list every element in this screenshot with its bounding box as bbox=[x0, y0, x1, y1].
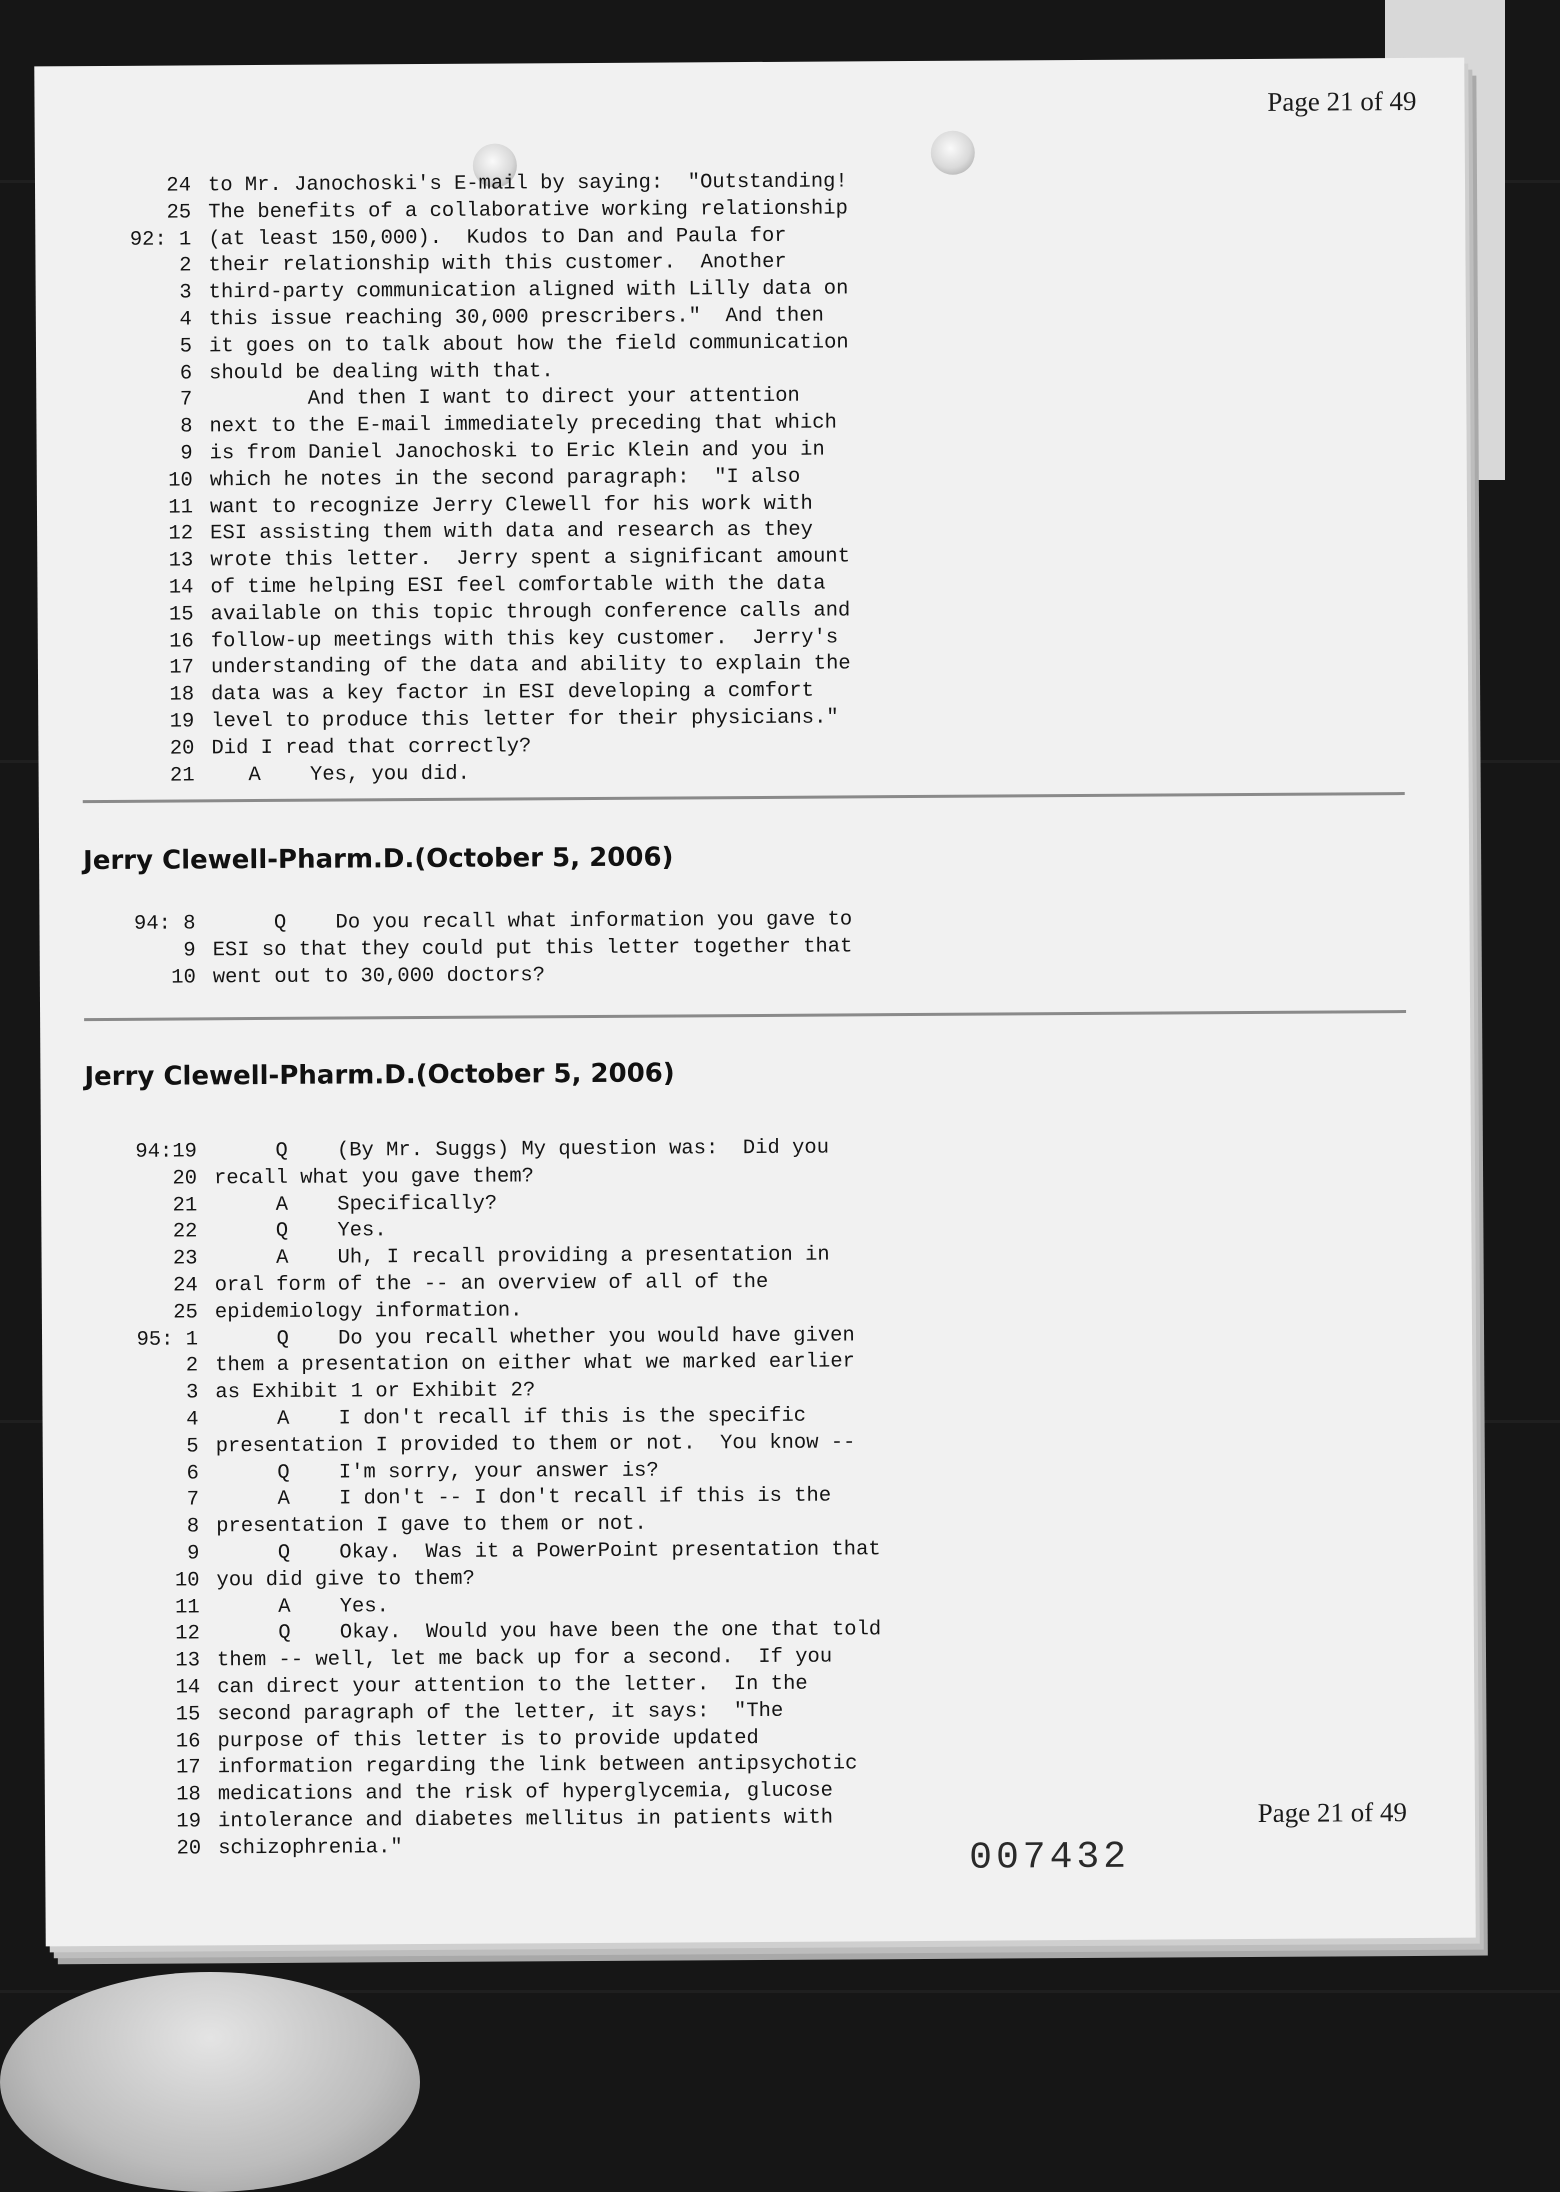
line-text: understanding of the data and ability to explain the bbox=[210, 652, 851, 680]
line-text: their relationship with this customer. Another bbox=[208, 251, 787, 278]
line-number: 7 bbox=[179, 388, 193, 412]
line-text: you did give to them? bbox=[216, 1567, 475, 1593]
line-text: (at least 150,000). Kudos to Dan and Paula for bbox=[208, 224, 787, 251]
line-text: next to the E-mail immediately preceding that which bbox=[209, 411, 837, 439]
line-number: 9 bbox=[183, 939, 196, 963]
section-divider bbox=[83, 792, 1405, 803]
line-number: 8 bbox=[180, 415, 193, 439]
transcript-line bbox=[83, 1430, 880, 1462]
line-number: 95: 1 bbox=[136, 1327, 199, 1352]
line-number: 3 bbox=[179, 281, 192, 305]
line-number: 6 bbox=[186, 1461, 199, 1486]
line-number: 94:19 bbox=[135, 1140, 197, 1164]
page-number-bottom: Page 21 of 49 bbox=[1257, 1797, 1408, 1828]
line-text: third-party communication aligned with Lilly data on bbox=[208, 277, 849, 305]
testimony-block-3 bbox=[81, 1135, 883, 1863]
line-text: information regarding the link between antipsychotic bbox=[217, 1752, 858, 1780]
line-text: to Mr. Janochoski's E-mail by saying: "Outstanding! bbox=[207, 170, 848, 198]
line-number: 5 bbox=[186, 1435, 199, 1459]
line-text: data was a key factor in ESI developing a comfort bbox=[211, 679, 814, 707]
transcript-line bbox=[83, 1484, 880, 1516]
line-number: 13 bbox=[168, 549, 194, 573]
line-text: available on this topic through conference calls and bbox=[210, 599, 851, 627]
line-text: Q (By Mr. Suggs) My question was: Did you bbox=[213, 1136, 830, 1164]
line-number: 24 bbox=[166, 174, 192, 198]
line-number: 13 bbox=[175, 1649, 201, 1673]
section-title: Jerry Clewell-Pharm.D.(October 5, 2006) bbox=[83, 842, 674, 877]
testimony-block-1 bbox=[75, 169, 851, 790]
line-text: Q Okay. Would you have been the one that told bbox=[216, 1618, 882, 1646]
line-number: 18 bbox=[176, 1783, 201, 1807]
section-title: Jerry Clewell-Pharm.D.(October 5, 2006) bbox=[84, 1058, 675, 1093]
line-text: want to recognize Jerry Clewell for his work with bbox=[209, 492, 813, 519]
line-text: medications and the risk of hyperglycemia, glucose bbox=[217, 1779, 834, 1807]
line-text: it goes on to talk about how the field communication bbox=[208, 331, 849, 359]
line-number: 10 bbox=[168, 469, 193, 493]
line-text: presentation I gave to them or not. bbox=[216, 1512, 647, 1539]
line-number: 15 bbox=[175, 1703, 201, 1727]
line-text: recall what you gave them? bbox=[213, 1165, 534, 1191]
line-number: 18 bbox=[169, 683, 195, 707]
line-text: of time helping ESI feel comfortable with the data bbox=[210, 572, 826, 600]
transcript-line bbox=[80, 961, 853, 993]
line-text: can direct your attention to the letter. In the bbox=[217, 1672, 808, 1700]
line-number: 7 bbox=[186, 1488, 200, 1512]
line-text: is from Daniel Janochoski to Eric Klein and you in bbox=[209, 438, 825, 466]
line-number: 3 bbox=[185, 1381, 199, 1405]
line-number: 25 bbox=[166, 201, 192, 225]
line-number: 4 bbox=[179, 308, 192, 332]
transcript-line bbox=[85, 1832, 882, 1864]
line-text: ESI assisting them with data and research as they bbox=[210, 518, 814, 546]
line-text: should be dealing with that. bbox=[209, 359, 554, 385]
line-number: 92: 1 bbox=[129, 228, 192, 252]
line-text: level to produce this letter for their physicians." bbox=[211, 706, 839, 734]
line-text: Q I'm sorry, your answer is? bbox=[215, 1459, 659, 1485]
testimony-block-2 bbox=[79, 907, 852, 992]
line-text: as Exhibit 1 or Exhibit 2? bbox=[215, 1379, 536, 1405]
line-text: intolerance and diabetes mellitus in patients with bbox=[217, 1806, 834, 1834]
line-text: Q Okay. Was it a PowerPoint presentation that bbox=[216, 1538, 881, 1566]
line-text: oral form of the -- an overview of all of the bbox=[214, 1270, 769, 1298]
line-number: 22 bbox=[172, 1220, 198, 1244]
line-number: 15 bbox=[168, 603, 194, 627]
line-number: 19 bbox=[176, 1810, 202, 1834]
transcript-line bbox=[84, 1698, 881, 1730]
line-text: went out to 30,000 doctors? bbox=[212, 963, 546, 989]
line-number: 25 bbox=[173, 1301, 198, 1325]
line-text: ESI so that they could put this letter together that bbox=[212, 935, 853, 963]
line-text: Q Do you recall whether you would have given bbox=[214, 1323, 855, 1351]
line-number: 16 bbox=[169, 629, 194, 654]
line-text: purpose of this letter is to provide updated bbox=[217, 1726, 759, 1753]
line-number: 21 bbox=[169, 763, 195, 788]
transcript-line bbox=[81, 1135, 878, 1167]
bates-number: 007432 bbox=[969, 1835, 1131, 1880]
line-text: And then I want to direct your attention bbox=[209, 385, 800, 412]
transcript-page bbox=[34, 58, 1475, 1947]
line-number: 2 bbox=[185, 1354, 199, 1378]
line-text: presentation I provided to them or not. You know -- bbox=[215, 1431, 856, 1459]
punch-hole bbox=[931, 131, 975, 175]
line-number: 14 bbox=[175, 1676, 201, 1700]
section-divider bbox=[84, 1010, 1406, 1021]
line-number: 17 bbox=[169, 656, 195, 680]
line-number: 10 bbox=[174, 1569, 200, 1593]
line-number: 9 bbox=[180, 442, 193, 466]
line-number: 17 bbox=[175, 1756, 201, 1780]
line-text: A Specifically? bbox=[214, 1192, 498, 1217]
line-number: 20 bbox=[169, 737, 195, 761]
line-text: them -- well, let me back up for a second. If you bbox=[216, 1645, 833, 1673]
line-text: this issue reaching 30,000 prescribers." And then bbox=[208, 304, 824, 332]
line-text: second paragraph of the letter, it says: "The bbox=[217, 1699, 784, 1727]
transcript-line bbox=[82, 1350, 879, 1382]
line-text: schizophrenia." bbox=[218, 1835, 403, 1861]
line-number: 5 bbox=[179, 335, 193, 359]
line-text: A Uh, I recall providing a presentation in bbox=[214, 1243, 830, 1271]
line-number: 19 bbox=[169, 710, 195, 734]
transcript-line bbox=[80, 934, 853, 966]
line-number: 11 bbox=[168, 495, 194, 520]
line-text: wrote this letter. Jerry spent a significant amount bbox=[210, 545, 851, 573]
line-text: A Yes. bbox=[216, 1594, 389, 1619]
line-number: 9 bbox=[186, 1542, 200, 1566]
line-number: 94: 8 bbox=[133, 912, 196, 936]
line-number: 8 bbox=[186, 1515, 200, 1539]
line-number: 10 bbox=[171, 966, 196, 990]
line-text: The benefits of a collaborative working relationship bbox=[208, 197, 848, 225]
line-number: 20 bbox=[176, 1837, 202, 1861]
line-number: 16 bbox=[175, 1729, 201, 1754]
line-number: 11 bbox=[175, 1595, 200, 1620]
line-number: 14 bbox=[168, 576, 194, 600]
line-text: Q Do you recall what information you gave to bbox=[212, 908, 853, 936]
line-number: 4 bbox=[186, 1408, 199, 1432]
line-number: 6 bbox=[179, 362, 193, 386]
transcript-line bbox=[83, 1537, 880, 1569]
transcript-line bbox=[85, 1805, 882, 1837]
line-text: follow-up meetings with this key customer. Jerry's bbox=[210, 626, 839, 653]
line-text: epidemiology information. bbox=[214, 1299, 523, 1325]
line-number: 2 bbox=[179, 254, 192, 278]
line-text: which he notes in the second paragraph: "I also bbox=[209, 465, 801, 493]
line-number: 20 bbox=[172, 1167, 198, 1191]
transcript-line bbox=[76, 330, 849, 362]
page-number-top: Page 21 of 49 bbox=[1267, 85, 1417, 117]
line-number: 12 bbox=[175, 1622, 200, 1646]
line-number: 21 bbox=[172, 1194, 198, 1218]
background-plate bbox=[0, 1972, 420, 2192]
transcript-line bbox=[78, 705, 851, 737]
line-text: A I don't recall if this is the specific bbox=[215, 1404, 807, 1432]
line-number: 23 bbox=[172, 1247, 198, 1271]
transcript-line bbox=[79, 759, 852, 791]
line-text: Q Yes. bbox=[214, 1219, 387, 1244]
line-text: A Yes, you did. bbox=[211, 762, 471, 787]
line-text: A I don't -- I don't recall if this is the bbox=[215, 1484, 832, 1512]
line-number: 12 bbox=[168, 522, 194, 546]
line-number: 24 bbox=[173, 1274, 198, 1298]
line-text: Did I read that correctly? bbox=[211, 735, 532, 761]
line-text: them a presentation on either what we marked earlier bbox=[215, 1350, 855, 1378]
transcript-line bbox=[82, 1269, 879, 1301]
